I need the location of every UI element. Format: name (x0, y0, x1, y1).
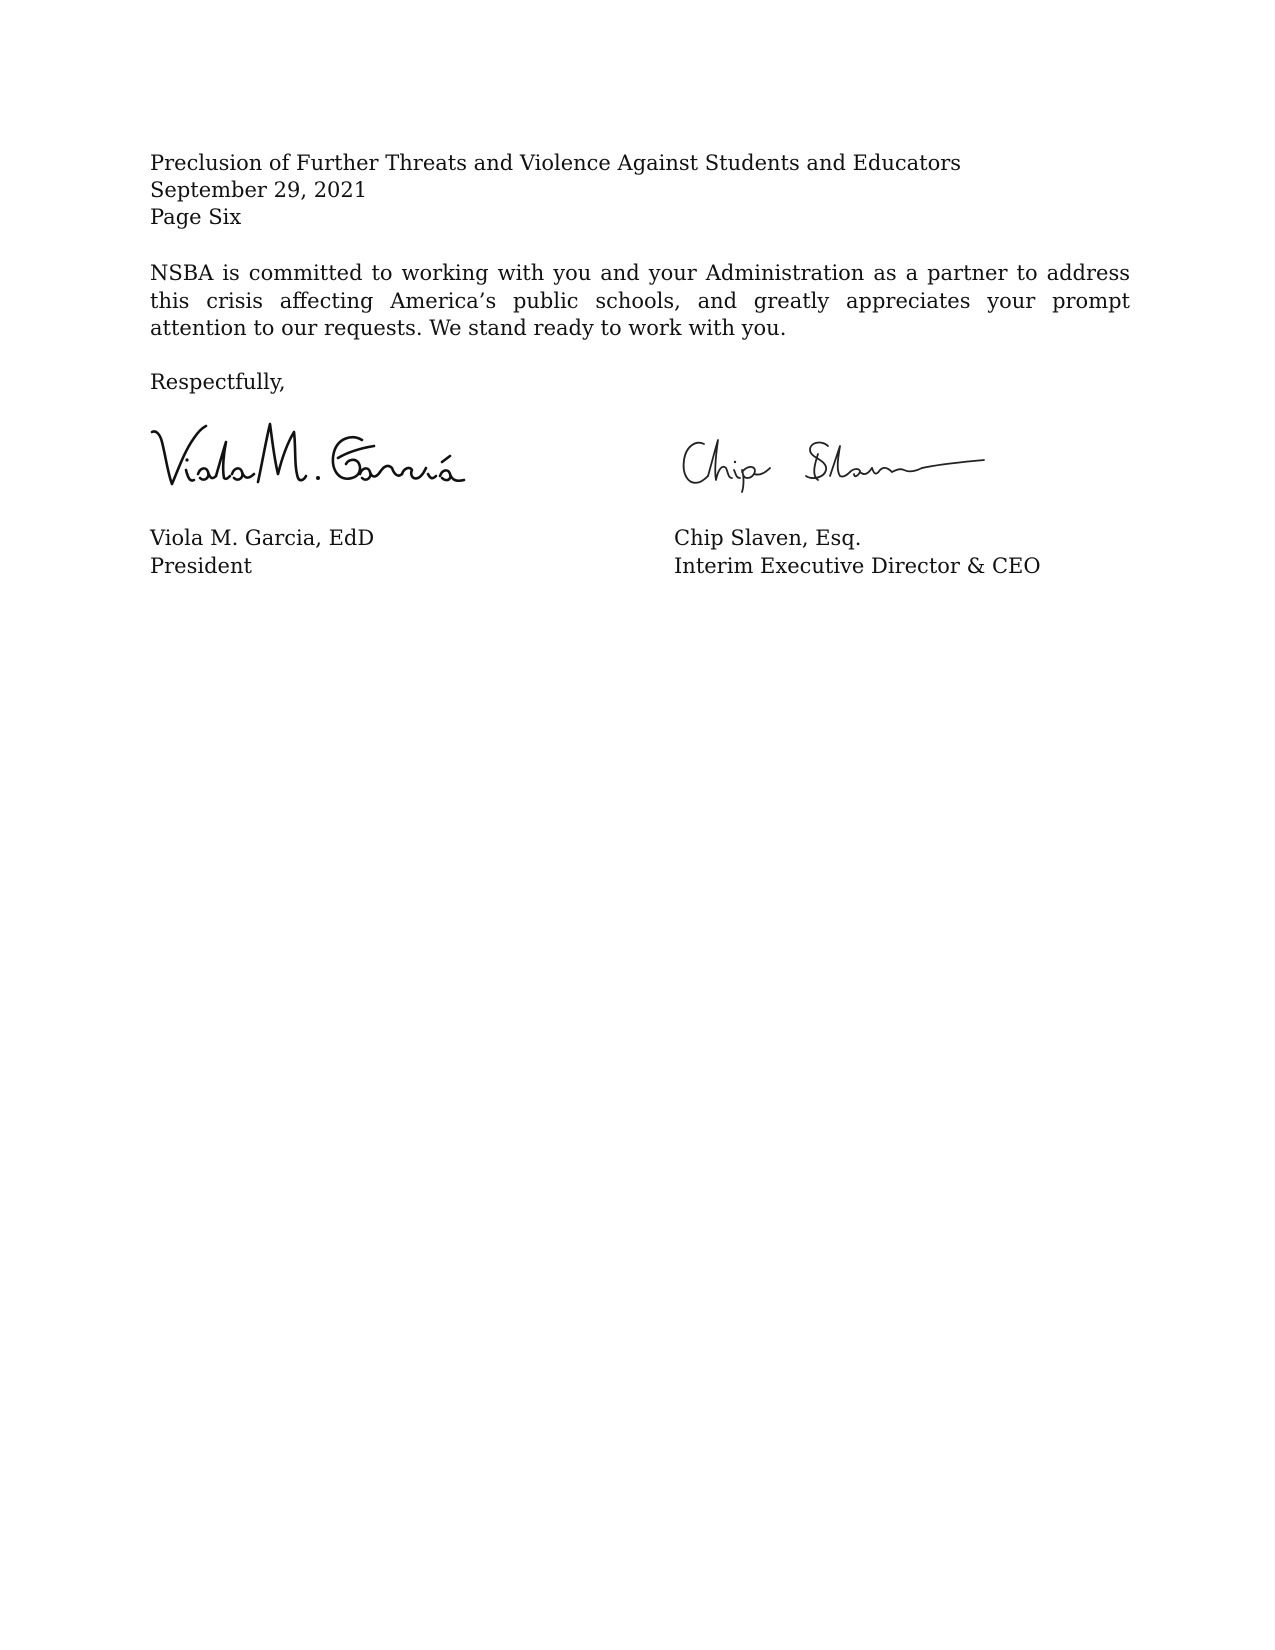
signer-title: Interim Executive Director & CEO (674, 553, 1041, 578)
letter-subject: Preclusion of Further Threats and Violence Against Students and Educators (150, 151, 962, 175)
letter-date: September 29, 2021 (150, 178, 368, 202)
closing-salutation: Respectfully, (150, 370, 286, 394)
signature-viola-garcia (148, 418, 478, 500)
signer-name: Viola M. Garcia, EdD (150, 526, 375, 550)
page-number: Page Six (150, 205, 242, 229)
signer-name: Chip Slaven, Esq. (674, 526, 862, 550)
letter-header (150, 150, 961, 231)
signer-block-executive-director (674, 525, 1041, 580)
body-paragraph: NSBA is committed to working with you and your Administration as a partner to address this crisis affecting America’s public schools, and greatly appreciates your prompt attention to our requests. We stand ready to work with you. (150, 261, 1130, 340)
signature-chip-slaven (678, 432, 998, 494)
signer-block-president (150, 525, 374, 580)
signer-title: President (150, 553, 252, 578)
